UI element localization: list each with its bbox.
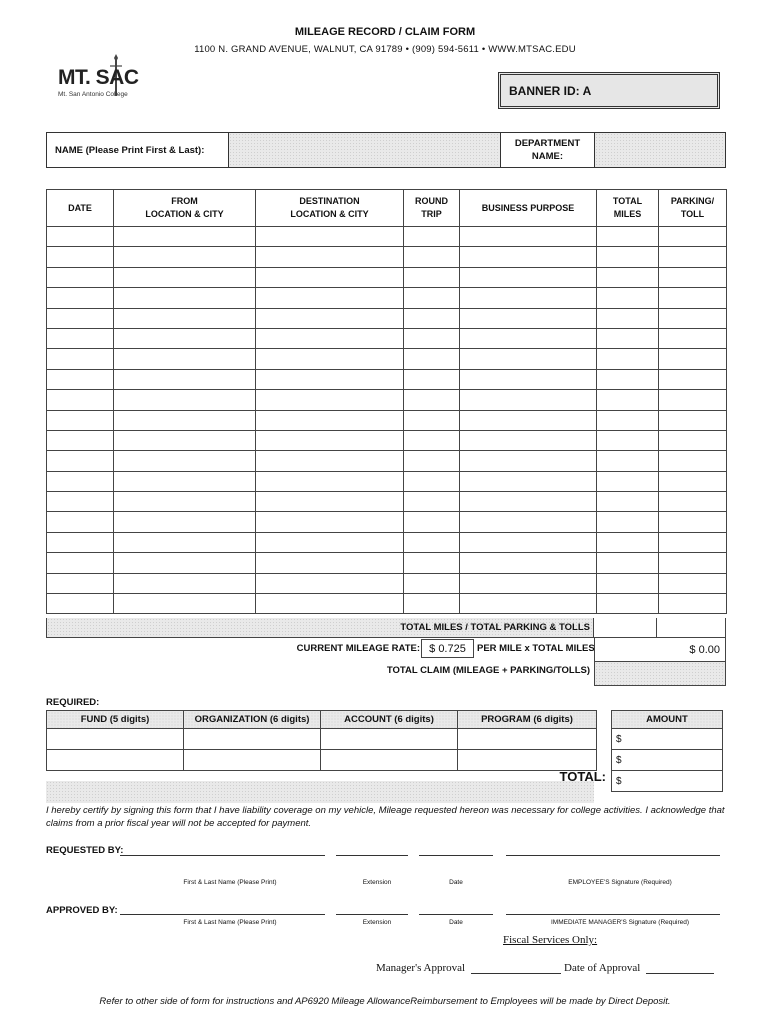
destination-cell[interactable] (256, 512, 404, 532)
parking-toll-cell[interactable] (659, 532, 727, 552)
round-trip-cell[interactable] (404, 553, 460, 573)
college-logo (52, 52, 142, 102)
total-label: TOTAL: (559, 769, 606, 784)
date-cell[interactable] (47, 451, 114, 471)
destination-cell[interactable] (256, 553, 404, 573)
parking-toll-cell[interactable] (659, 471, 727, 491)
business-purpose-cell[interactable] (460, 390, 597, 410)
organization-field[interactable] (184, 750, 321, 771)
approved-date-caption: Date (449, 919, 463, 926)
round-trip-cell[interactable] (404, 390, 460, 410)
destination-cell[interactable] (256, 247, 404, 267)
destination-cell[interactable] (256, 532, 404, 552)
fiscal-services-title: Fiscal Services Only: (503, 934, 598, 946)
mileage-table-header (47, 190, 727, 227)
date-of-approval-line[interactable] (646, 973, 714, 974)
account-header (321, 711, 458, 729)
amount-header-text: AMOUNT (646, 714, 688, 725)
parking-toll-cell[interactable] (659, 227, 727, 247)
mileage-row (47, 267, 727, 287)
banner-id-label: BANNER ID: (509, 84, 580, 98)
col-header-round-trip (404, 190, 460, 227)
amount-total-field[interactable] (612, 771, 723, 792)
fund-header-text: FUND (5 digits) (80, 714, 150, 725)
round-trip-cell[interactable] (404, 247, 460, 267)
total-parking-cell[interactable] (657, 618, 726, 638)
total-miles-cell[interactable] (597, 369, 659, 389)
mileage-rate-label: CURRENT MILEAGE RATE: (296, 643, 420, 654)
col-header-destination-text: DESTINATION LOCATION & CITY (290, 196, 369, 219)
business-purpose-cell[interactable] (460, 492, 597, 512)
col-header-destination (256, 190, 404, 227)
total-miles-cell[interactable] (597, 328, 659, 348)
parking-toll-cell[interactable] (659, 328, 727, 348)
mileage-row (47, 410, 727, 430)
date-cell[interactable] (47, 247, 114, 267)
date-cell[interactable] (47, 410, 114, 430)
mileage-row (47, 471, 727, 491)
approved-date-line[interactable] (419, 914, 493, 915)
date-cell[interactable] (47, 227, 114, 247)
round-trip-cell[interactable] (404, 369, 460, 389)
total-miles-cell[interactable] (597, 594, 659, 614)
parking-toll-cell[interactable] (659, 492, 727, 512)
round-trip-cell[interactable] (404, 532, 460, 552)
totals-label: TOTAL MILES / TOTAL PARKING & TOLLS (400, 622, 590, 633)
from-cell[interactable] (114, 512, 256, 532)
business-purpose-cell[interactable] (460, 594, 597, 614)
destination-cell[interactable] (256, 349, 404, 369)
business-purpose-cell[interactable] (460, 247, 597, 267)
from-cell[interactable] (114, 430, 256, 450)
approved-name-line[interactable] (120, 914, 325, 915)
parking-toll-cell[interactable] (659, 512, 727, 532)
round-trip-cell[interactable] (404, 451, 460, 471)
amount-field[interactable] (612, 729, 723, 750)
total-miles-cell[interactable] (597, 430, 659, 450)
col-header-from (114, 190, 256, 227)
date-of-approval-label: Date of Approval (564, 962, 641, 974)
total-miles-cell[interactable] (597, 288, 659, 308)
approved-name-caption: First & Last Name (Please Print) (183, 919, 277, 926)
parking-toll-cell[interactable] (659, 349, 727, 369)
program-header (458, 711, 597, 729)
date-cell[interactable] (47, 390, 114, 410)
from-cell[interactable] (114, 410, 256, 430)
approved-signature-line[interactable] (506, 914, 720, 915)
mileage-row (47, 308, 727, 328)
business-purpose-cell[interactable] (460, 553, 597, 573)
approved-extension-line[interactable] (336, 914, 408, 915)
account-codes-header (47, 711, 597, 729)
program-field[interactable] (458, 729, 597, 750)
round-trip-cell[interactable] (404, 573, 460, 593)
total-miles-cell[interactable] (597, 390, 659, 410)
col-header-total-miles-text: TOTAL MILES (612, 196, 643, 219)
business-purpose-cell[interactable] (460, 410, 597, 430)
name-department-row (46, 132, 726, 168)
total-miles-cell[interactable] (597, 573, 659, 593)
account-codes-row (47, 750, 597, 771)
round-trip-cell[interactable] (404, 471, 460, 491)
date-cell[interactable] (47, 532, 114, 552)
mileage-row (47, 227, 727, 247)
business-purpose-cell[interactable] (460, 227, 597, 247)
col-header-business-purpose (460, 190, 597, 227)
total-miles-cell[interactable] (597, 247, 659, 267)
total-claim-field[interactable] (594, 662, 726, 686)
mileage-row (47, 247, 727, 267)
fund-field[interactable] (47, 750, 184, 771)
from-cell[interactable] (114, 573, 256, 593)
account-header-text: ACCOUNT (6 digits) (344, 714, 434, 725)
destination-cell[interactable] (256, 430, 404, 450)
parking-toll-cell[interactable] (659, 430, 727, 450)
col-header-parking-toll (659, 190, 727, 227)
col-header-business-purpose-text: BUSINESS PURPOSE (481, 202, 575, 213)
from-cell[interactable] (114, 492, 256, 512)
round-trip-cell[interactable] (404, 288, 460, 308)
destination-cell[interactable] (256, 390, 404, 410)
destination-cell[interactable] (256, 369, 404, 389)
approved-extension-caption: Extension (362, 919, 392, 926)
destination-cell[interactable] (256, 471, 404, 491)
manager-approval-label: Manager's Approval (376, 962, 466, 974)
round-trip-cell[interactable] (404, 410, 460, 430)
total-miles-cell[interactable] (597, 227, 659, 247)
total-miles-cell[interactable] (597, 553, 659, 573)
round-trip-cell[interactable] (404, 308, 460, 328)
total-miles-cell[interactable] (597, 471, 659, 491)
banner-id-value: A (582, 84, 592, 98)
fund-header (47, 711, 184, 729)
banner-id-box[interactable] (498, 72, 720, 109)
date-cell[interactable] (47, 573, 114, 593)
date-cell[interactable] (47, 553, 114, 573)
parking-toll-cell[interactable] (659, 308, 727, 328)
requested-signature-line[interactable] (506, 855, 720, 856)
destination-cell[interactable] (256, 594, 404, 614)
date-cell[interactable] (47, 594, 114, 614)
date-cell[interactable] (47, 288, 114, 308)
requested-extension-line[interactable] (336, 855, 408, 856)
department-label (501, 133, 595, 167)
col-header-from-text: FROM LOCATION & CITY (145, 196, 224, 219)
required-label: REQUIRED: (46, 697, 100, 708)
business-purpose-cell[interactable] (460, 328, 597, 348)
account-field[interactable] (321, 750, 458, 771)
destination-cell[interactable] (256, 267, 404, 287)
total-miles-cell[interactable] (597, 512, 659, 532)
from-cell[interactable] (114, 288, 256, 308)
date-cell[interactable] (47, 308, 114, 328)
from-cell[interactable] (114, 390, 256, 410)
round-trip-cell[interactable] (404, 328, 460, 348)
col-header-date-text: DATE (68, 202, 92, 213)
round-trip-cell[interactable] (404, 227, 460, 247)
destination-cell[interactable] (256, 328, 404, 348)
requested-by-label: REQUESTED BY: (46, 845, 124, 856)
from-cell[interactable] (114, 594, 256, 614)
date-cell[interactable] (47, 267, 114, 287)
mileage-row (47, 328, 727, 348)
total-miles-cell[interactable] (597, 308, 659, 328)
total-claim-label: TOTAL CLAIM (MILEAGE + PARKING/TOLLS) (386, 665, 590, 676)
parking-toll-cell[interactable] (659, 247, 727, 267)
program-field[interactable] (458, 750, 597, 771)
organization-header (184, 711, 321, 729)
destination-cell[interactable] (256, 492, 404, 512)
destination-cell[interactable] (256, 227, 404, 247)
date-cell[interactable] (47, 430, 114, 450)
round-trip-cell[interactable] (404, 430, 460, 450)
logo-text: MT. SAC (58, 66, 139, 89)
round-trip-cell[interactable] (404, 512, 460, 532)
date-cell[interactable] (47, 512, 114, 532)
amount-field[interactable] (612, 750, 723, 771)
business-purpose-cell[interactable] (460, 430, 597, 450)
round-trip-cell[interactable] (404, 267, 460, 287)
mileage-row (47, 369, 727, 389)
business-purpose-cell[interactable] (460, 573, 597, 593)
amount-table (611, 710, 723, 792)
mileage-row (47, 532, 727, 552)
round-trip-cell[interactable] (404, 594, 460, 614)
mileage-row (47, 430, 727, 450)
requested-extension-caption: Extension (362, 879, 392, 886)
from-cell[interactable] (114, 451, 256, 471)
department-field[interactable] (595, 133, 725, 167)
col-header-total-miles (597, 190, 659, 227)
parking-toll-cell[interactable] (659, 594, 727, 614)
total-miles-cell[interactable] (597, 349, 659, 369)
amount-header (612, 711, 723, 729)
parking-toll-cell[interactable] (659, 288, 727, 308)
mileage-row (47, 512, 727, 532)
manager-approval-line[interactable] (471, 973, 561, 974)
col-header-round-trip-text: ROUND TRIP (415, 196, 448, 219)
requested-date-line[interactable] (419, 855, 493, 856)
account-codes-row (47, 729, 597, 750)
business-purpose-cell[interactable] (460, 308, 597, 328)
parking-toll-cell[interactable] (659, 573, 727, 593)
mileage-row (47, 390, 727, 410)
account-field[interactable] (321, 729, 458, 750)
parking-toll-cell[interactable] (659, 553, 727, 573)
col-header-date (47, 190, 114, 227)
organization-header-text: ORGANIZATION (6 digits) (194, 714, 310, 725)
parking-toll-cell[interactable] (659, 410, 727, 430)
round-trip-cell[interactable] (404, 492, 460, 512)
from-cell[interactable] (114, 247, 256, 267)
parking-toll-cell[interactable] (659, 369, 727, 389)
total-miles-cell[interactable] (597, 492, 659, 512)
mileage-row (47, 594, 727, 614)
destination-cell[interactable] (256, 451, 404, 471)
destination-cell[interactable] (256, 410, 404, 430)
business-purpose-cell[interactable] (460, 349, 597, 369)
from-cell[interactable] (114, 532, 256, 552)
college-address: 1100 N. GRAND AVENUE, WALNUT, CA 91789 • (909) 594-5611 • WWW.MTSAC.EDU (194, 44, 576, 55)
mileage-row (47, 451, 727, 471)
parking-toll-cell[interactable] (659, 267, 727, 287)
total-miles-cell[interactable] (597, 451, 659, 471)
from-cell[interactable] (114, 267, 256, 287)
requested-name-caption: First & Last Name (Please Print) (183, 879, 277, 886)
mileage-rate-suffix: PER MILE x TOTAL MILES (477, 643, 595, 654)
total-miles-cell[interactable] (597, 267, 659, 287)
destination-cell[interactable] (256, 288, 404, 308)
total-bar (46, 781, 594, 803)
amount-dollar-sign: $ (616, 733, 622, 745)
mileage-log-table (46, 189, 727, 614)
mileage-total-value: $ 0.00 (594, 638, 726, 662)
department-label-line2: NAME: (531, 151, 564, 162)
round-trip-cell[interactable] (404, 349, 460, 369)
from-cell[interactable] (114, 227, 256, 247)
employee-signature-caption: EMPLOYEE'S Signature (Required) (568, 879, 672, 886)
name-field[interactable] (229, 133, 501, 167)
destination-cell[interactable] (256, 308, 404, 328)
requested-name-line[interactable] (120, 855, 325, 856)
organization-field[interactable] (184, 729, 321, 750)
mileage-row (47, 288, 727, 308)
from-cell[interactable] (114, 308, 256, 328)
department-label-line1: DEPARTMENT (514, 138, 581, 149)
fund-field[interactable] (47, 729, 184, 750)
business-purpose-cell[interactable] (460, 267, 597, 287)
business-purpose-cell[interactable] (460, 512, 597, 532)
business-purpose-cell[interactable] (460, 369, 597, 389)
from-cell[interactable] (114, 471, 256, 491)
name-label: NAME (Please Print First & Last): (47, 133, 229, 167)
from-cell[interactable] (114, 328, 256, 348)
business-purpose-cell[interactable] (460, 532, 597, 552)
date-cell[interactable] (47, 349, 114, 369)
manager-signature-caption: IMMEDIATE MANAGER'S Signature (Required) (550, 919, 690, 926)
mileage-table-body (47, 227, 727, 614)
approved-by-label: APPROVED BY: (46, 905, 118, 916)
destination-cell[interactable] (256, 573, 404, 593)
from-cell[interactable] (114, 349, 256, 369)
from-cell[interactable] (114, 553, 256, 573)
date-cell[interactable] (47, 492, 114, 512)
parking-toll-cell[interactable] (659, 390, 727, 410)
total-miles-cell[interactable] (594, 618, 657, 638)
col-header-parking-toll-text: PARKING/ TOLL (670, 196, 715, 219)
mileage-row (47, 573, 727, 593)
date-cell[interactable] (47, 328, 114, 348)
mileage-row (47, 349, 727, 369)
form-title: MILEAGE RECORD / CLAIM FORM (294, 26, 476, 38)
mileage-row (47, 492, 727, 512)
date-cell[interactable] (47, 369, 114, 389)
parking-toll-cell[interactable] (659, 451, 727, 471)
business-purpose-cell[interactable] (460, 471, 597, 491)
business-purpose-cell[interactable] (460, 451, 597, 471)
total-miles-cell[interactable] (597, 532, 659, 552)
mileage-rate-value: $ 0.725 (421, 639, 474, 658)
from-cell[interactable] (114, 369, 256, 389)
mileage-row (47, 553, 727, 573)
amount-dollar-sign: $ (616, 775, 622, 787)
business-purpose-cell[interactable] (460, 288, 597, 308)
amount-dollar-sign: $ (616, 754, 622, 766)
account-codes-table (46, 710, 597, 771)
logo-subtitle: Mt. San Antonio College (58, 91, 128, 98)
footer-note: Refer to other side of form for instructions and AP6920 Mileage AllowanceReimbursement to Employees will be made by Direct Deposit. (99, 996, 671, 1007)
program-header-text: PROGRAM (6 digits) (481, 714, 573, 725)
requested-date-caption: Date (449, 879, 463, 886)
total-miles-cell[interactable] (597, 410, 659, 430)
certification-text: I hereby certify by signing this form that I have liability coverage on my vehicle, Mileage requested hereon was necessary for college activities. I acknowledge that claims from a prior fiscal year will not be accepted for payment. (46, 805, 725, 829)
date-cell[interactable] (47, 471, 114, 491)
